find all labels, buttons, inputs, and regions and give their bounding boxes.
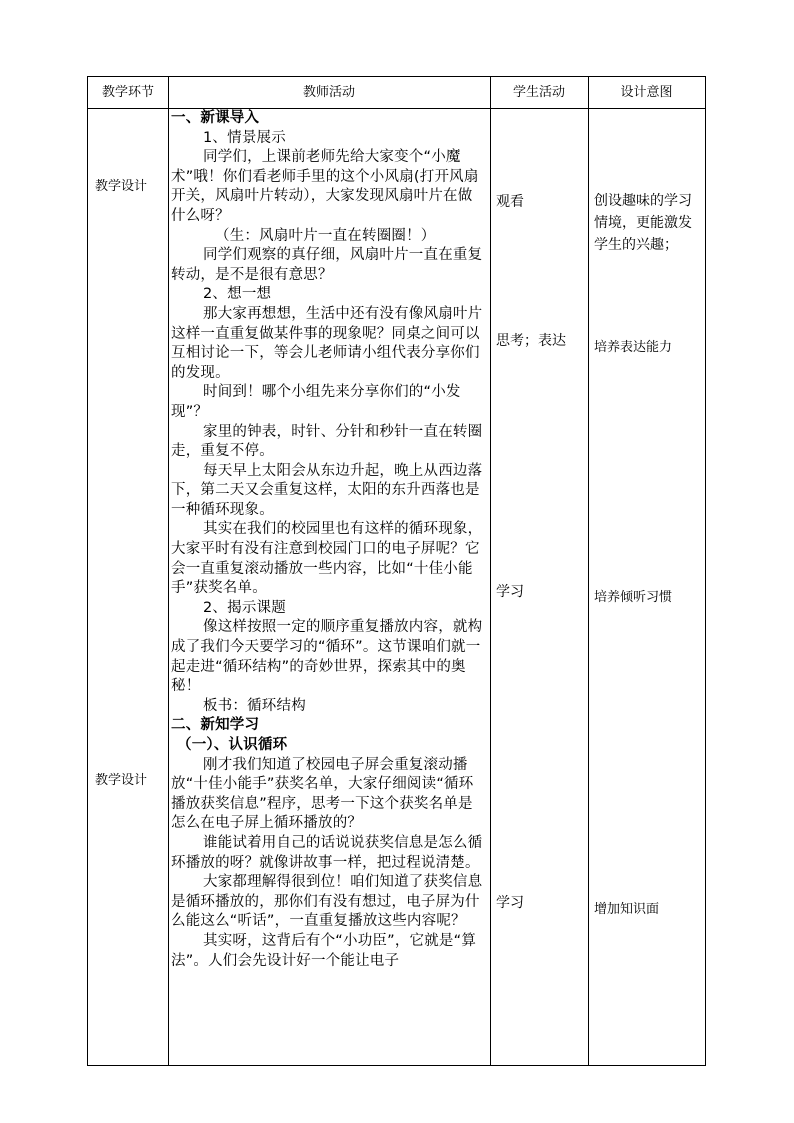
design-intent-4: 增加知识面 xyxy=(594,902,660,917)
teacher-paragraph: 二、新知学习 xyxy=(171,717,260,734)
column-divider xyxy=(168,77,169,1065)
column-divider xyxy=(588,77,589,1065)
teacher-paragraph: 一、新课导入 xyxy=(171,110,260,126)
student-activity-learn: 学习 xyxy=(496,895,524,911)
student-activity-learn: 学习 xyxy=(496,584,524,600)
stage-label-2: 教学设计 xyxy=(95,773,148,788)
teacher-paragraph: 每天早上太阳会从东边升起，晚上从西边落下，第二天又会重复这样，太阳的东升西落也是一种循环现象。 xyxy=(171,462,483,518)
teacher-paragraph: 时间到！哪个小组先来分享你们的“小发现”？ xyxy=(171,384,461,420)
student-activity-think: 思考；表达 xyxy=(496,333,566,349)
design-intent-3: 培养倾听习惯 xyxy=(594,590,673,605)
header-teacher-activity: 教师活动 xyxy=(302,85,355,100)
teacher-paragraph: （一）、认识循环 xyxy=(177,737,288,753)
column-divider xyxy=(490,77,491,1065)
teacher-paragraph: 板书：循环结构 xyxy=(203,697,306,714)
header-stage: 教学环节 xyxy=(101,85,154,100)
stage-label-1: 教学设计 xyxy=(95,179,148,194)
header-student-activity: 学生活动 xyxy=(512,85,565,100)
header-design-intent: 设计意图 xyxy=(620,85,673,100)
design-intent-1: 创设趣味的学习情境，更能激发学生的兴趣； xyxy=(594,193,692,253)
teacher-paragraph: 像这样按照一定的顺序重复播放内容，就构成了我们今天要学习的“循环”。这节课咱们就一起走进“循环结构”的奇妙世界，探索其中的奥秘！ xyxy=(171,619,483,695)
teacher-paragraph: （生：风扇叶片一直在转圈圈！） xyxy=(215,227,436,244)
design-intent-2: 培养表达能力 xyxy=(594,340,673,355)
teacher-paragraph: 谁能试着用自己的话说说获奖信息是怎么循环播放的呀？就像讲故事一样，把过程说清楚。 xyxy=(171,834,483,871)
student-activity-watch: 观看 xyxy=(496,194,524,210)
teacher-paragraph: 2、想一想 xyxy=(203,286,272,303)
teacher-paragraph: 刚才我们知道了校园电子屏会重复滚动播放“十佳小能手”获奖名单，大家仔细阅读“循环播放获奖信息”程序，思考一下这个获奖名单是怎么在电子屏上循环播放的？ xyxy=(171,756,474,832)
teacher-paragraph: 那大家再想想，生活中还有没有像风扇叶片这样一直重复做某件事的现象呢？同桌之间可以互相讨论一下，等会儿老师请小组代表分享你们的发现。 xyxy=(171,305,483,381)
teacher-paragraph: 同学们观察的真仔细，风扇叶片一直在重复转动，是不是很有意思？ xyxy=(171,247,483,283)
teacher-paragraph: 其实在我们的校园里也有这样的循环现象，大家平时有没有注意到校园门口的电子屏呢？它会一直重复滚动播放一些内容，比如“十佳小能手”获奖名单。 xyxy=(171,521,483,597)
teacher-paragraph: 同学们，上课前老师先给大家变个“小魔术”哦！你们看老师手里的这个小风扇(打开风扇开关，风扇叶片转动），大家发现风扇叶片在做什么呀？ xyxy=(171,149,479,224)
teacher-paragraph: 家里的钟表，时针、分针和秒针一直在转圈走，重复不停。 xyxy=(171,423,483,460)
teacher-paragraph: 大家都理解得很到位！咱们知道了获奖信息是循环播放的，那你们有没有想过，电子屏为什么能这么“听话”，一直重复播放这些内容呢？ xyxy=(171,874,483,930)
teacher-paragraph: 1、情景展示 xyxy=(203,129,286,146)
teacher-paragraph: 2、揭示课题 xyxy=(203,599,286,616)
teacher-paragraph: 其实呀，这背后有个“小功臣”，它就是“算法”。人们会先设计好一个能让电子 xyxy=(171,932,477,969)
teacher-activity-text xyxy=(171,109,485,971)
